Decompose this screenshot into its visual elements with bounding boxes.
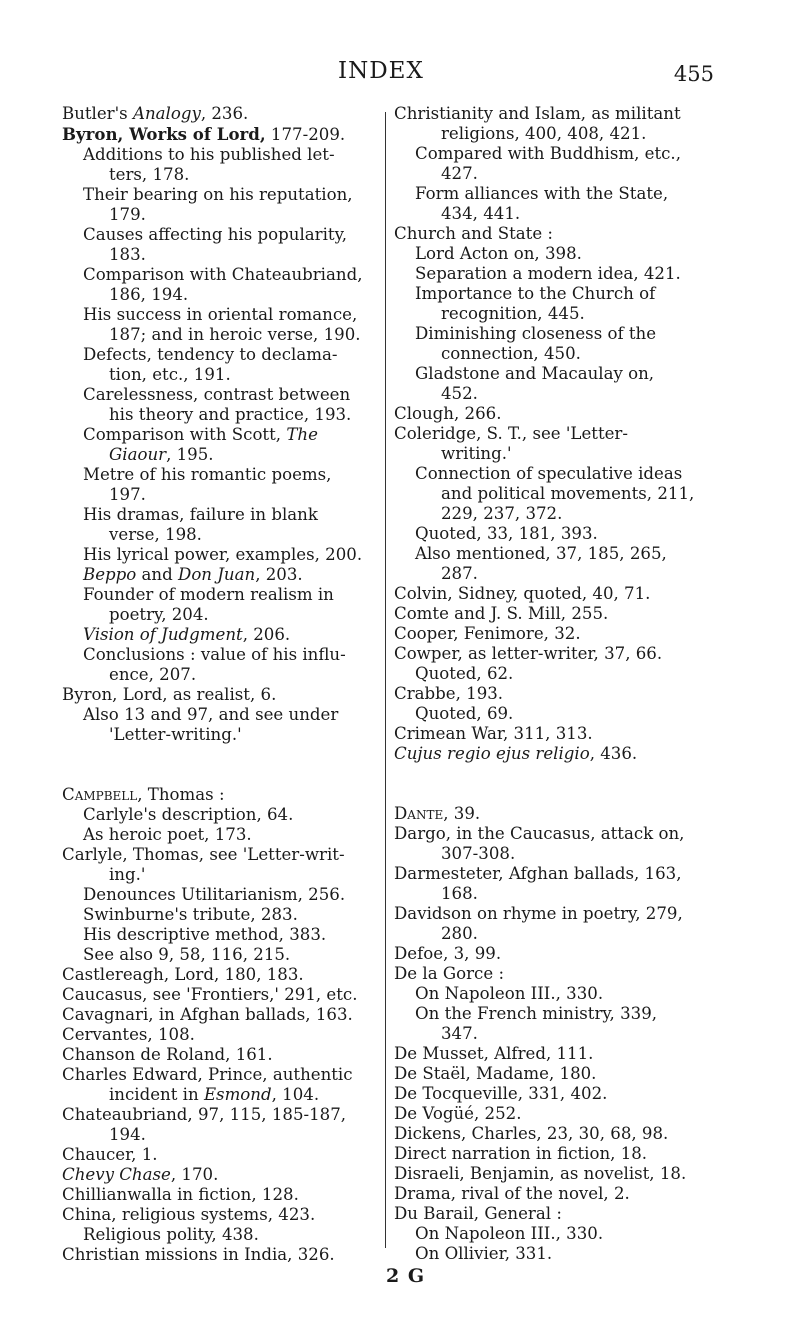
index-subentry (62, 885, 384, 905)
entry-text: 347. (441, 1024, 478, 1043)
entry-text: Comparison with Chateaubriand, (83, 265, 363, 284)
entry-italic-title: Giaour (109, 445, 167, 464)
index-entry (394, 1204, 724, 1224)
index-subentry (62, 425, 384, 445)
index-subentry (62, 625, 384, 645)
index-entry (394, 804, 724, 824)
entry-text: his theory and practice, 193. (109, 405, 352, 424)
entry-text: Also mentioned, 37, 185, 265, (415, 544, 667, 563)
index-continuation (62, 365, 384, 385)
entry-text: Gladstone and Macaulay on, (415, 364, 655, 383)
index-continuation (62, 725, 384, 745)
entry-text: , 203. (255, 565, 303, 584)
entry-text: On Napoleon III., 330. (415, 984, 604, 1003)
index-subentry (62, 585, 384, 605)
index-entry (394, 1144, 724, 1164)
index-entry (62, 685, 384, 705)
index-continuation (62, 1085, 384, 1105)
index-entry (62, 1145, 384, 1165)
entry-text: , 195. (166, 445, 214, 464)
signature-mark: 2 G (386, 1265, 426, 1287)
index-subentry (62, 945, 384, 965)
entry-text: incident in (109, 1085, 204, 1104)
index-subentry (62, 305, 384, 325)
entry-text: Separation a modern idea, 421. (415, 264, 681, 283)
entry-text: De Vogüé, 252. (394, 1104, 522, 1123)
section-gap (394, 764, 724, 804)
index-continuation (62, 445, 384, 465)
index-subentry (62, 905, 384, 925)
entry-text: Church and State : (394, 224, 554, 243)
entry-text: Quoted, 69. (415, 704, 514, 723)
index-continuation (394, 564, 724, 584)
index-subentry (62, 565, 384, 585)
index-subentry (62, 345, 384, 365)
index-entry (62, 1105, 384, 1125)
index-entry (394, 224, 724, 244)
entry-text: Drama, rival of the novel, 2. (394, 1184, 630, 1203)
entry-text: 194. (109, 1125, 146, 1144)
entry-text: His dramas, failure in blank (83, 505, 318, 524)
index-continuation (394, 164, 724, 184)
entry-text: Cervantes, 108. (62, 1025, 195, 1044)
entry-text: Cavagnari, in Afghan ballads, 163. (62, 1005, 353, 1024)
entry-text: recognition, 445. (441, 304, 585, 323)
index-continuation (394, 484, 724, 504)
entry-text: Charles Edward, Prince, authentic (62, 1065, 353, 1084)
index-subentry (394, 524, 724, 544)
index-entry (394, 864, 724, 884)
entry-text: On the French ministry, 339, (415, 1004, 658, 1023)
index-continuation (62, 605, 384, 625)
index-subentry (394, 364, 724, 384)
index-continuation (394, 1024, 724, 1044)
index-entry (394, 744, 724, 764)
entry-italic-title: Analogy (132, 104, 201, 123)
entry-heading-bold: Byron, Works of Lord, (62, 124, 266, 144)
entry-text: connection, 450. (441, 344, 581, 363)
entry-text: Du Barail, General : (394, 1204, 562, 1223)
entry-text: Crimean War, 311, 313. (394, 724, 593, 743)
entry-text: On Napoleon III., 330. (415, 1224, 604, 1243)
index-column-right (394, 104, 724, 1264)
entry-text: Chaucer, 1. (62, 1145, 158, 1164)
index-entry (394, 964, 724, 984)
index-subentry (62, 925, 384, 945)
entry-text: Denounces Utilitarianism, 256. (83, 885, 346, 904)
entry-text: , 39. (443, 804, 481, 823)
index-subentry (394, 1004, 724, 1024)
index-entry (62, 104, 384, 124)
index-entry (394, 404, 724, 424)
entry-italic-title: Don Juan (178, 565, 256, 584)
index-entry (394, 944, 724, 964)
entry-text: , 170. (170, 1165, 219, 1184)
index-entry (62, 1245, 384, 1265)
entry-text: ence, 207. (109, 665, 197, 684)
entry-text: Lord Acton on, 398. (415, 244, 582, 263)
entry-text: Colvin, Sidney, quoted, 40, 71. (394, 584, 651, 603)
entry-text: Additions to his published let- (83, 145, 335, 164)
entry-text: writing.' (441, 444, 512, 463)
entry-text: 452. (441, 384, 478, 403)
index-entry (62, 124, 384, 145)
index-entry (394, 1164, 724, 1184)
entry-text: Comparison with Scott, (83, 425, 287, 444)
entry-text: Defoe, 3, 99. (394, 944, 502, 963)
index-entry (62, 1185, 384, 1205)
page-number: 455 (673, 62, 714, 86)
entry-text: Dickens, Charles, 23, 30, 68, 98. (394, 1124, 669, 1143)
index-subentry (394, 704, 724, 724)
entry-text: 427. (441, 164, 478, 183)
index-continuation (62, 325, 384, 345)
entry-text: 434, 441. (441, 204, 521, 223)
entry-text: poetry, 204. (109, 605, 209, 624)
index-entry (62, 845, 384, 865)
index-entry (62, 1005, 384, 1025)
entry-text: De Staël, Madame, 180. (394, 1064, 597, 1083)
entry-text: De Musset, Alfred, 111. (394, 1044, 594, 1063)
entry-text: De Tocqueville, 331, 402. (394, 1084, 608, 1103)
index-continuation (62, 1125, 384, 1145)
entry-text: His descriptive method, 383. (83, 925, 327, 944)
index-continuation (394, 444, 724, 464)
entry-text: 187; and in heroic verse, 190. (109, 325, 361, 344)
page-header (0, 58, 800, 92)
index-entry (62, 1025, 384, 1045)
entry-text: Butler's (62, 104, 133, 123)
index-continuation (62, 285, 384, 305)
entry-text: religions, 400, 408, 421. (441, 124, 647, 143)
entry-text: Castlereagh, Lord, 180, 183. (62, 965, 304, 984)
index-column-left (62, 104, 384, 1265)
index-entry (394, 1184, 724, 1204)
index-subentry (62, 185, 384, 205)
entry-italic-title: The (286, 425, 318, 444)
column-divider (385, 112, 386, 1248)
entry-text: Chateaubriand, 97, 115, 185-187, (62, 1105, 347, 1124)
entry-text: As heroic poet, 173. (83, 825, 252, 844)
index-subentry (394, 244, 724, 264)
index-entry (62, 785, 384, 805)
entry-text: 186, 194. (109, 285, 189, 304)
entry-text: Dargo, in the Caucasus, attack on, (394, 824, 685, 843)
index-subentry (394, 544, 724, 564)
entry-text: Defects, tendency to declama- (83, 345, 338, 364)
entry-text: Compared with Buddhism, etc., (415, 144, 681, 163)
index-subentry (62, 645, 384, 665)
index-entry (394, 904, 724, 924)
index-subentry (62, 1225, 384, 1245)
index-continuation (394, 884, 724, 904)
index-entry (62, 1065, 384, 1085)
entry-text: Importance to the Church of (415, 284, 656, 303)
index-subentry (62, 545, 384, 565)
index-continuation (394, 204, 724, 224)
entry-text: 183. (109, 245, 146, 264)
entry-text: Crabbe, 193. (394, 684, 504, 703)
entry-text: Cowper, as letter-writer, 37, 66. (394, 644, 663, 663)
entry-text: Also 13 and 97, and see under (83, 705, 339, 724)
entry-text: , 436. (589, 744, 638, 763)
index-continuation (62, 485, 384, 505)
entry-italic-title: Cujus regio ejus religio (394, 744, 590, 763)
entry-text: Christianity and Islam, as militant (394, 104, 681, 123)
entry-text: 287. (441, 564, 478, 583)
index-subentry (394, 984, 724, 1004)
page-title: INDEX (338, 58, 424, 84)
entry-text: Byron, Lord, as realist, 6. (62, 685, 277, 704)
entry-text: Direct narration in fiction, 18. (394, 1144, 648, 1163)
index-entry (62, 1165, 384, 1185)
index-entry (62, 985, 384, 1005)
index-subentry (62, 225, 384, 245)
entry-heading-smallcaps: Dante (394, 804, 444, 823)
entry-text: Conclusions : value of his influ- (83, 645, 346, 664)
index-subentry (62, 145, 384, 165)
index-continuation (62, 165, 384, 185)
entry-text: , 206. (242, 625, 291, 644)
index-entry (394, 1064, 724, 1084)
index-subentry (62, 825, 384, 845)
index-subentry (62, 385, 384, 405)
entry-text: Their bearing on his reputation, (83, 185, 353, 204)
entry-text: Diminishing closeness of the (415, 324, 657, 343)
entry-text: tion, etc., 191. (109, 365, 231, 384)
index-entry (394, 724, 724, 744)
entry-text: His success in oriental romance, (83, 305, 358, 324)
entry-text: Metre of his romantic poems, (83, 465, 332, 484)
entry-italic-title: Vision of Judgment (83, 625, 243, 644)
index-entry (394, 824, 724, 844)
entry-text: De la Gorce : (394, 964, 505, 983)
entry-text: 280. (441, 924, 478, 943)
entry-text: Cooper, Fenimore, 32. (394, 624, 581, 643)
index-entry (394, 684, 724, 704)
index-continuation (62, 865, 384, 885)
index-entry (394, 104, 724, 124)
index-continuation (394, 384, 724, 404)
index-subentry (394, 1224, 724, 1244)
index-entry (62, 1045, 384, 1065)
index-continuation (62, 205, 384, 225)
entry-text: Darmesteter, Afghan ballads, 163, (394, 864, 682, 883)
index-entry (394, 624, 724, 644)
index-continuation (394, 504, 724, 524)
entry-text: 197. (109, 485, 146, 504)
entry-text: Carlyle's description, 64. (83, 805, 294, 824)
index-continuation (62, 665, 384, 685)
entry-text: 179. (109, 205, 146, 224)
index-continuation (62, 245, 384, 265)
entry-text: His lyrical power, examples, 200. (83, 545, 363, 564)
entry-text: , Thomas : (137, 785, 225, 804)
entry-heading-smallcaps: Campbell (62, 785, 138, 804)
entry-text: and (136, 565, 179, 584)
entry-text: Chillianwalla in fiction, 128. (62, 1185, 299, 1204)
entry-text: ing.' (109, 865, 146, 884)
entry-text: Religious polity, 438. (83, 1225, 259, 1244)
entry-italic-title: Beppo (83, 565, 137, 584)
entry-text: Davidson on rhyme in poetry, 279, (394, 904, 683, 923)
entry-text: Christian missions in India, 326. (62, 1245, 335, 1264)
index-entry (394, 1124, 724, 1144)
entry-text: Founder of modern realism in (83, 585, 334, 604)
index-continuation (62, 405, 384, 425)
index-subentry (394, 284, 724, 304)
index-entry (394, 424, 724, 444)
entry-text: verse, 198. (109, 525, 202, 544)
entry-text: Quoted, 62. (415, 664, 514, 683)
index-subentry (62, 265, 384, 285)
entry-text: 229, 237, 372. (441, 504, 563, 523)
entry-text: Comte and J. S. Mill, 255. (394, 604, 609, 623)
index-subentry (62, 465, 384, 485)
section-gap (62, 745, 384, 785)
index-continuation (394, 344, 724, 364)
entry-text: Disraeli, Benjamin, as novelist, 18. (394, 1164, 687, 1183)
entry-text: Quoted, 33, 181, 393. (415, 524, 598, 543)
index-continuation (62, 525, 384, 545)
entry-text: Form alliances with the State, (415, 184, 669, 203)
index-entry (394, 604, 724, 624)
entry-text: 'Letter-writing.' (109, 725, 242, 744)
index-subentry (394, 464, 724, 484)
entry-text: China, religious systems, 423. (62, 1205, 316, 1224)
entry-text: See also 9, 58, 116, 215. (83, 945, 291, 964)
entry-text: On Ollivier, 331. (415, 1244, 553, 1263)
entry-text: Clough, 266. (394, 404, 502, 423)
index-subentry (62, 505, 384, 525)
entry-text: and political movements, 211, (441, 484, 695, 503)
entry-text: Causes affecting his popularity, (83, 225, 348, 244)
index-entry (394, 584, 724, 604)
entry-text: Connection of speculative ideas (415, 464, 683, 483)
entry-text: Carelessness, contrast between (83, 385, 351, 404)
index-entry (394, 1104, 724, 1124)
entry-italic-title: Esmond (203, 1085, 272, 1104)
index-continuation (394, 124, 724, 144)
index-entry (394, 1084, 724, 1104)
index-subentry (394, 144, 724, 164)
index-continuation (394, 304, 724, 324)
index-entry (62, 1205, 384, 1225)
index-subentry (394, 184, 724, 204)
entry-text: ters, 178. (109, 165, 190, 184)
index-subentry (62, 805, 384, 825)
index-entry (394, 644, 724, 664)
entry-text: Carlyle, Thomas, see 'Letter-writ- (62, 845, 345, 864)
entry-text: Swinburne's tribute, 283. (83, 905, 298, 924)
entry-text: 177-209. (265, 125, 346, 144)
index-continuation (394, 924, 724, 944)
entry-text: 168. (441, 884, 478, 903)
entry-text: Chanson de Roland, 161. (62, 1045, 273, 1064)
index-continuation (394, 844, 724, 864)
index-subentry (394, 324, 724, 344)
index-subentry (394, 264, 724, 284)
index-subentry (394, 1244, 724, 1264)
entry-text: Caucasus, see 'Frontiers,' 291, etc. (62, 985, 358, 1004)
index-subentry (394, 664, 724, 684)
entry-text: 307-308. (441, 844, 516, 863)
entry-text: , 104. (271, 1085, 320, 1104)
index-entry (394, 1044, 724, 1064)
index-entry (62, 965, 384, 985)
entry-text: Coleridge, S. T., see 'Letter- (394, 424, 628, 443)
index-subentry (62, 705, 384, 725)
entry-text: , 236. (200, 104, 249, 123)
entry-italic-title: Chevy Chase (62, 1165, 171, 1184)
